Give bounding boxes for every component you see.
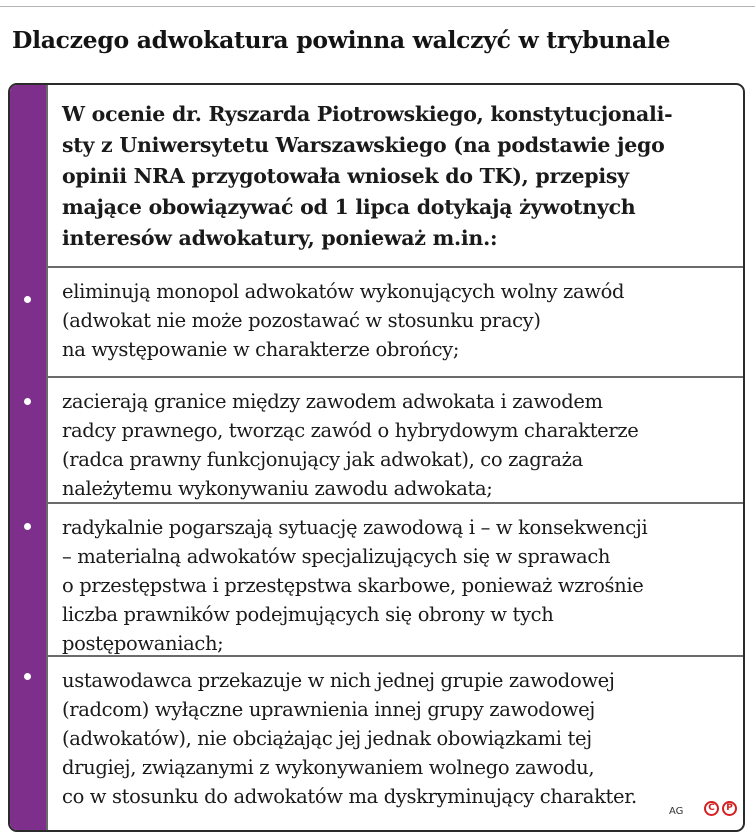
bullet-line: postępowaniach; <box>62 632 224 655</box>
accent-sidebar <box>10 85 46 830</box>
bullet-dot-icon <box>24 296 31 303</box>
bullet-line: radykalnie pogarszają sytuację zawodową i – w konsekwencji <box>62 516 648 539</box>
bullet-line: radcy prawnego, tworząc zawód o hybrydowym charakterze <box>62 419 639 442</box>
bullet-dot-icon <box>24 673 31 680</box>
bullet-line: należytemu wykonywaniu zawodu adwokata; <box>62 477 493 500</box>
bullet-item-1 <box>46 268 743 378</box>
author-credit: AG <box>669 806 684 817</box>
intro-line: W ocenie dr. Ryszarda Piotrowskiego, konstytucjonali- <box>62 102 673 126</box>
bullet-dot-icon <box>24 523 31 530</box>
intro-line: opinii NRA przygotowała wniosek do TK), przepisy <box>62 164 629 188</box>
bullet-line: drugiej, związanymi z wykonywaniem wolnego zawodu, <box>62 756 595 779</box>
bullet-item-2 <box>46 378 743 504</box>
bullet-item-3 <box>46 504 743 657</box>
bullet-line: zacierają granice między zawodem adwokata i zawodem <box>62 390 603 413</box>
bullet-line: co w stosunku do adwokatów ma dyskryminujący charakter. <box>62 785 637 808</box>
bullet-line: (adwokat nie może pozostawać w stosunku pracy) <box>62 309 541 332</box>
bullet-line: (adwokatów), nie obciążając jej jednak obowiązkami tej <box>62 727 592 750</box>
bullet-dot-icon <box>24 398 31 405</box>
top-rule <box>0 6 755 7</box>
bullet-line: – materialną adwokatów specjalizujących się w sprawach <box>62 545 611 568</box>
intro-line: sty z Uniwersytetu Warszawskiego (na podstawie jego <box>62 133 665 157</box>
bullet-line: eliminują monopol adwokatów wykonujących wolny zawód <box>62 280 625 303</box>
bullet-line: liczba prawników podejmujących się obrony w tych <box>62 603 554 626</box>
bullet-line: (radcom) wyłączne uprawnienia innej grupy zawodowej <box>62 698 595 721</box>
bullet-line: na występowanie w charakterze obrońcy; <box>62 338 460 361</box>
bullet-item-4 <box>46 657 743 830</box>
bullet-line: (radca prawny funkcjonujący jak adwokat), co zagraża <box>62 448 583 471</box>
infobox <box>8 83 745 832</box>
copyright-icon: C <box>704 801 719 816</box>
phonographic-copyright-icon: P <box>722 801 737 816</box>
bullet-line: o przestępstwa i przestępstwa skarbowe, ponieważ wzrośnie <box>62 574 644 597</box>
intro-line: interesów adwokatury, ponieważ m.in.: <box>62 226 498 250</box>
intro-paragraph <box>46 85 743 268</box>
intro-line: mające obowiązywać od 1 lipca dotykają żywotnych <box>62 195 636 219</box>
infobox-title: Dlaczego adwokatura powinna walczyć w trybunale <box>12 26 671 54</box>
bullet-line: ustawodawca przekazuje w nich jednej grupie zawodowej <box>62 669 615 692</box>
